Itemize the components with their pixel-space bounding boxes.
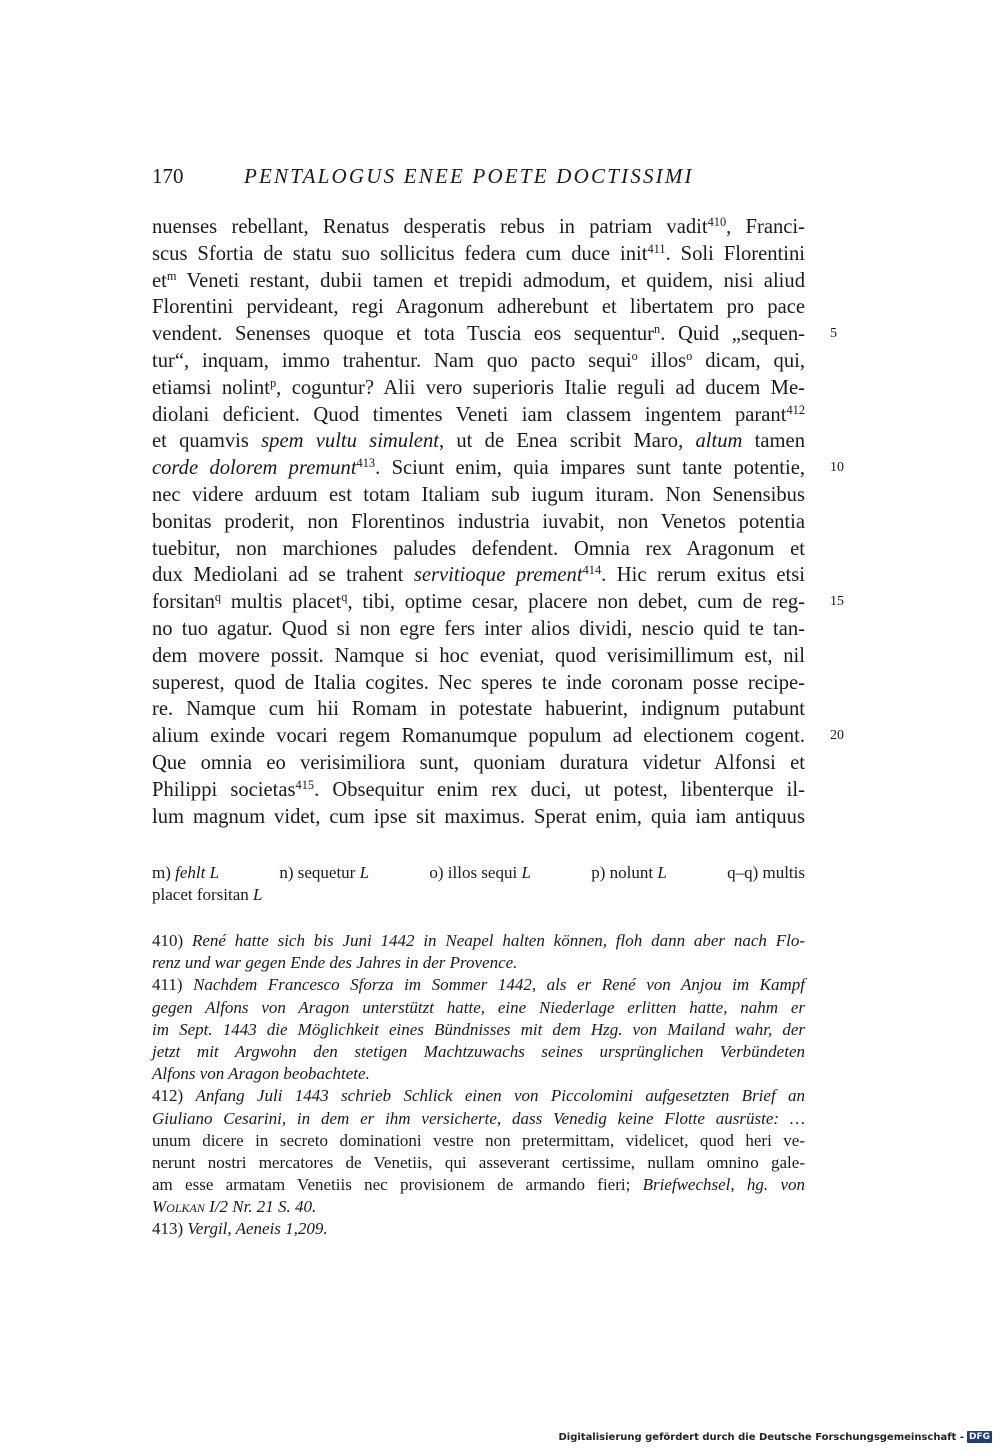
- footnote-line: [152, 952, 805, 974]
- note-marker: m: [166, 268, 177, 283]
- text-segment: , ut de Enea scribit Maro,: [438, 430, 696, 453]
- main-text: [152, 214, 805, 830]
- text-segment: lum magnum videt, cum ipse sit maximus. Sperat enim, quia iam antiquus: [152, 805, 805, 828]
- text-segment: vendent. Senenses quoque et tota Tuscia eos sequentur: [152, 323, 654, 346]
- text-line: [152, 670, 805, 697]
- text-segment: alium exinde vocari regem Romanumque populum ad electionem cogent.: [152, 725, 805, 748]
- text-segment: dem movere possit. Namque si hoc eveniat, quod verisimillimum est, nil: [152, 644, 805, 667]
- italic-text: René hatte sich bis Juni 1442 in Neapel halten können, floh dann aber nach Flo-: [191, 931, 805, 950]
- line-number: 10: [830, 460, 844, 476]
- note-marker: 413: [356, 456, 376, 471]
- page-header: [152, 164, 812, 194]
- digitization-footer: [558, 1430, 992, 1444]
- text-segment: re. Namque cum hii Romam in potestate habuerint, indignum putabunt: [152, 698, 805, 721]
- footnote-line: [152, 1041, 805, 1063]
- italic-text: Alfons von Aragon beobachtete.: [152, 1064, 370, 1084]
- page-number: 170: [152, 164, 184, 188]
- text-line: [152, 241, 805, 268]
- text-segment: nerunt nostri mercatores de Venetiis, qui asseverant certissime, nullam omnino gale-: [152, 1152, 805, 1172]
- footnote-line: [152, 930, 805, 952]
- text-segment: unum dicere in secreto dominationi vestre non pretermittam, videlicet, quod heri ve-: [152, 1130, 805, 1150]
- italic-text: fehlt L: [175, 863, 220, 882]
- apparatus-line: [152, 884, 805, 906]
- text-segment: Florentini pervideant, regi Aragonum adherebunt et libertatem pro pace: [152, 296, 805, 319]
- running-title: PENTALOGUS ENEE POETE DOCTISSIMI: [244, 164, 694, 188]
- footnote-line: [152, 1196, 805, 1218]
- text-line: [152, 777, 805, 804]
- note-marker: o: [631, 349, 638, 364]
- italic-text: im Sept. 1443 die Möglichkeit eines Bündnisses mit dem Hzg. von Mailand wahr, der: [152, 1019, 805, 1039]
- note-marker: 414: [582, 563, 602, 578]
- line-number: 15: [830, 594, 844, 610]
- footnote-line: [152, 1218, 805, 1240]
- note-marker: p: [269, 375, 277, 390]
- text-segment: tamen: [742, 430, 805, 453]
- text-line: [152, 723, 805, 750]
- text-segment: . Soli Florentini: [665, 242, 806, 265]
- note-marker: 410: [707, 215, 727, 230]
- text-segment: nuenses rebellant, Renatus desperatis rebus in patriam vadit: [152, 216, 708, 238]
- text-line: [152, 402, 805, 429]
- text-segment: am esse armatam Venetiis nec provisionem de armando fieri;: [152, 1175, 643, 1195]
- italic-text: L: [657, 863, 667, 882]
- text-segment: tur“, inquam, immo trahentur. Nam quo pacto sequi: [152, 349, 632, 372]
- text-segment: , tibi, optime cesar, placere non debet, cum de reg-: [347, 591, 806, 614]
- text-segment: no tuo agatur. Quod si non egre fers inter alios dividi, nescio quid te tan-: [152, 617, 805, 640]
- dfg-logo: DFG: [968, 1432, 990, 1442]
- text-segment: superest, quod de Italia cogites. Nec speres te inde coronam posse recipe-: [152, 671, 805, 694]
- text-line: [152, 750, 805, 777]
- text-line: [152, 321, 805, 348]
- footnote-line: [152, 1174, 805, 1196]
- text-line: [152, 589, 805, 616]
- text-segment: nec videre arduum est totam Italiam sub iugum ituram. Non Senensibus: [152, 483, 805, 506]
- text-line: [152, 428, 805, 455]
- text-segment: forsitan: [152, 591, 215, 614]
- line-number: 5: [830, 326, 837, 342]
- text-segment: et: [152, 269, 167, 292]
- italic-text: Vergil, Aeneis 1,209.: [187, 1219, 328, 1239]
- text-segment: 410): [152, 931, 192, 950]
- italic-text: L: [253, 885, 263, 904]
- italic-text: jetzt mit Argwohn den stetigen Machtzuwachs seines ursprünglichen Verbündeten: [152, 1041, 805, 1061]
- apparatus-entry: [591, 862, 667, 884]
- note-marker: q: [341, 590, 348, 605]
- apparatus-entry: [727, 862, 805, 884]
- text-line: [152, 375, 805, 402]
- text-line: [152, 562, 805, 589]
- critical-apparatus: [152, 862, 805, 906]
- italic-text: corde dolorem premunt: [152, 457, 357, 480]
- italic-text: I/2 Nr. 21 S. 40.: [204, 1197, 317, 1217]
- footnote-line: [152, 1019, 805, 1041]
- note-marker: 411: [647, 242, 666, 256]
- italic-text: Giuliano Cesarini, in dem er ihm versicherte, dass Venedig keine Flotte ausrüste: …: [152, 1108, 805, 1128]
- text-segment: , Franci-: [726, 216, 805, 238]
- italic-text: altum: [695, 430, 743, 453]
- italic-text: L: [521, 863, 531, 882]
- text-segment: . Quid „sequen-: [660, 323, 805, 346]
- text-segment: tuebitur, non marchiones paludes defendent. Omnia rex Aragonum et: [152, 537, 805, 560]
- text-line: [152, 294, 805, 321]
- text-line: [152, 348, 805, 375]
- text-line: [152, 804, 805, 831]
- italic-text: servitioque prement: [413, 564, 583, 587]
- italic-text: Nachdem Francesco Sforza im Sommer 1442, als er René von Anjou im Kampf: [193, 975, 806, 995]
- text-line: [152, 616, 805, 643]
- text-segment: dicam, qui,: [692, 349, 806, 372]
- text-segment: etiamsi nolint: [152, 376, 270, 399]
- text-segment: Philippi societas: [152, 778, 296, 801]
- apparatus-entry: [279, 862, 369, 884]
- text-line: [152, 696, 805, 723]
- text-segment: p) nolunt: [591, 863, 658, 882]
- text-line: [152, 455, 805, 482]
- funding-note: Digitalisierung gefördert durch die Deutsche Forschungsgemeinschaft -: [558, 1431, 964, 1443]
- footnote-line: [152, 1152, 805, 1174]
- text-segment: placet forsitan: [152, 885, 254, 904]
- italic-text: spem vultu simulent: [261, 430, 439, 453]
- italic-text: gegen Alfons von Aragon unterstützt hatte, eine Niederlage erlitten hatte, nahm er: [152, 997, 805, 1017]
- apparatus-entry: [429, 862, 531, 884]
- text-segment: q–q) multis: [727, 863, 805, 882]
- text-line: [152, 214, 805, 241]
- note-marker: o: [686, 349, 693, 364]
- text-segment: , coguntur? Alii vero superioris Italie reguli ad ducem Me-: [276, 376, 805, 399]
- text-line: [152, 509, 805, 536]
- text-line: [152, 268, 805, 295]
- text-line: [152, 482, 805, 509]
- footnote-line: [152, 1085, 805, 1107]
- text-segment: 412): [152, 1086, 196, 1106]
- footnote-line: [152, 1130, 805, 1152]
- text-segment: illos: [637, 349, 687, 372]
- text-segment: scus Sfortia de statu suo sollicitus federa cum duce init: [152, 242, 648, 265]
- footnote-line: [152, 997, 805, 1019]
- text-line: [152, 536, 805, 563]
- italic-text: Anfang Juli 1443 schrieb Schlick einen von Piccolomini aufgesetzten Brief an: [195, 1086, 805, 1106]
- text-segment: multis placet: [221, 591, 342, 614]
- text-segment: . Obsequitur enim rex duci, ut potest, libenterque il-: [314, 778, 805, 801]
- italic-text: Briefwechsel, hg. von: [642, 1175, 805, 1195]
- apparatus-line: [152, 862, 805, 884]
- text-segment: bonitas proderit, non Florentinos industria iuvabit, non Venetos potentia: [152, 510, 805, 533]
- text-segment: o) illos sequi: [429, 863, 522, 882]
- text-segment: dux Mediolani ad se trahent: [152, 564, 414, 587]
- text-segment: et quamvis: [152, 430, 262, 453]
- italic-text: renz und war gegen Ende des Jahres in der Provence.: [152, 953, 518, 973]
- text-segment: Que omnia eo verisimiliora sunt, quoniam duratura videtur Alfonsi et: [152, 751, 805, 774]
- line-number: 20: [830, 728, 844, 744]
- note-marker: 412: [786, 402, 805, 417]
- italic-text: L: [359, 863, 370, 882]
- text-segment: 413): [152, 1219, 188, 1239]
- footnote-line: [152, 1108, 805, 1130]
- text-line: [152, 643, 805, 670]
- text-segment: n) sequetur: [279, 863, 360, 882]
- footnotes: [152, 930, 805, 1241]
- footnote-line: [152, 1063, 805, 1085]
- small-caps-text: Wolkan: [152, 1197, 205, 1217]
- text-segment: Veneti restant, dubii tamen et trepidi admodum, et quidem, nisi aliud: [176, 269, 805, 292]
- text-segment: . Hic rerum exitus etsi: [601, 564, 805, 587]
- text-segment: diolani deficient. Quod timentes Veneti iam classem ingentem parant: [152, 403, 787, 426]
- text-segment: 411): [152, 975, 194, 995]
- footnote-line: [152, 974, 805, 996]
- text-segment: . Sciunt enim, quia impares sunt tante potentie,: [375, 457, 805, 480]
- apparatus-entry: [152, 862, 219, 884]
- note-marker: n: [654, 322, 661, 337]
- note-marker: 415: [295, 777, 315, 792]
- text-segment: m): [152, 863, 176, 882]
- note-marker: q: [214, 590, 222, 605]
